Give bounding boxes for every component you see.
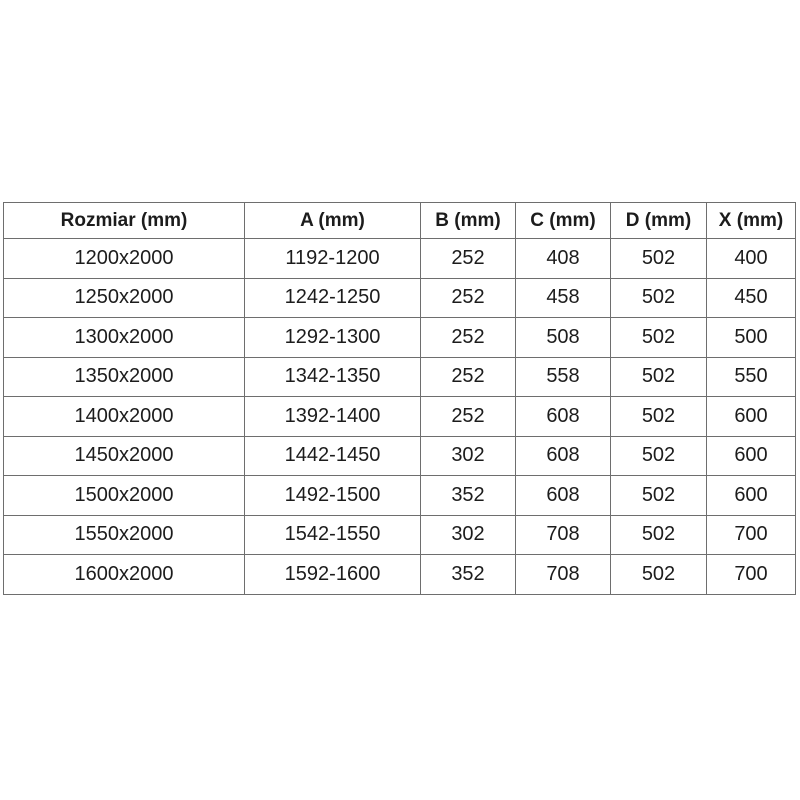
table-header-row <box>4 203 796 239</box>
table-cell: 1600x2000 <box>4 555 245 595</box>
table-cell: 502 <box>611 436 707 476</box>
table-cell: 502 <box>611 278 707 318</box>
table-cell: 1300x2000 <box>4 318 245 358</box>
table-cell: 600 <box>707 476 796 516</box>
table-cell: 550 <box>707 357 796 397</box>
table-cell: 500 <box>707 318 796 358</box>
table-cell: 302 <box>421 515 516 555</box>
column-header-b: B (mm) <box>421 203 516 239</box>
table-cell: 600 <box>707 436 796 476</box>
table-cell: 502 <box>611 318 707 358</box>
table-cell: 408 <box>516 239 611 279</box>
table-cell: 252 <box>421 397 516 437</box>
table-cell: 1392-1400 <box>245 397 421 437</box>
table-cell: 352 <box>421 476 516 516</box>
table-row <box>4 555 796 595</box>
table-cell: 1250x2000 <box>4 278 245 318</box>
table-cell: 608 <box>516 476 611 516</box>
table-cell: 1350x2000 <box>4 357 245 397</box>
table-cell: 1592-1600 <box>245 555 421 595</box>
table-row <box>4 278 796 318</box>
table-cell: 252 <box>421 278 516 318</box>
table-cell: 1342-1350 <box>245 357 421 397</box>
table-cell: 400 <box>707 239 796 279</box>
table-cell: 1442-1450 <box>245 436 421 476</box>
table-cell: 352 <box>421 555 516 595</box>
size-table-container <box>3 202 796 595</box>
table-cell: 1492-1500 <box>245 476 421 516</box>
table-cell: 1542-1550 <box>245 515 421 555</box>
table-cell: 502 <box>611 239 707 279</box>
table-cell: 450 <box>707 278 796 318</box>
table-row <box>4 476 796 516</box>
table-cell: 508 <box>516 318 611 358</box>
table-cell: 1200x2000 <box>4 239 245 279</box>
table-cell: 1242-1250 <box>245 278 421 318</box>
column-header-rozmiar: Rozmiar (mm) <box>4 203 245 239</box>
table-row <box>4 515 796 555</box>
table-cell: 502 <box>611 397 707 437</box>
table-cell: 708 <box>516 515 611 555</box>
table-cell: 600 <box>707 397 796 437</box>
table-cell: 252 <box>421 318 516 358</box>
table-cell: 502 <box>611 515 707 555</box>
size-table <box>3 202 796 595</box>
table-cell: 502 <box>611 476 707 516</box>
table-row <box>4 397 796 437</box>
table-cell: 1550x2000 <box>4 515 245 555</box>
column-header-a: A (mm) <box>245 203 421 239</box>
table-cell: 502 <box>611 555 707 595</box>
table-row <box>4 318 796 358</box>
table-cell: 700 <box>707 515 796 555</box>
table-cell: 252 <box>421 357 516 397</box>
table-cell: 1292-1300 <box>245 318 421 358</box>
table-cell: 458 <box>516 278 611 318</box>
table-cell: 1450x2000 <box>4 436 245 476</box>
table-body <box>4 239 796 595</box>
table-cell: 700 <box>707 555 796 595</box>
table-cell: 608 <box>516 397 611 437</box>
table-cell: 608 <box>516 436 611 476</box>
table-cell: 502 <box>611 357 707 397</box>
column-header-c: C (mm) <box>516 203 611 239</box>
table-cell: 252 <box>421 239 516 279</box>
table-row <box>4 436 796 476</box>
table-cell: 302 <box>421 436 516 476</box>
table-cell: 1400x2000 <box>4 397 245 437</box>
column-header-d: D (mm) <box>611 203 707 239</box>
table-cell: 558 <box>516 357 611 397</box>
column-header-x: X (mm) <box>707 203 796 239</box>
table-cell: 1192-1200 <box>245 239 421 279</box>
table-cell: 708 <box>516 555 611 595</box>
table-row <box>4 239 796 279</box>
table-row <box>4 357 796 397</box>
table-cell: 1500x2000 <box>4 476 245 516</box>
